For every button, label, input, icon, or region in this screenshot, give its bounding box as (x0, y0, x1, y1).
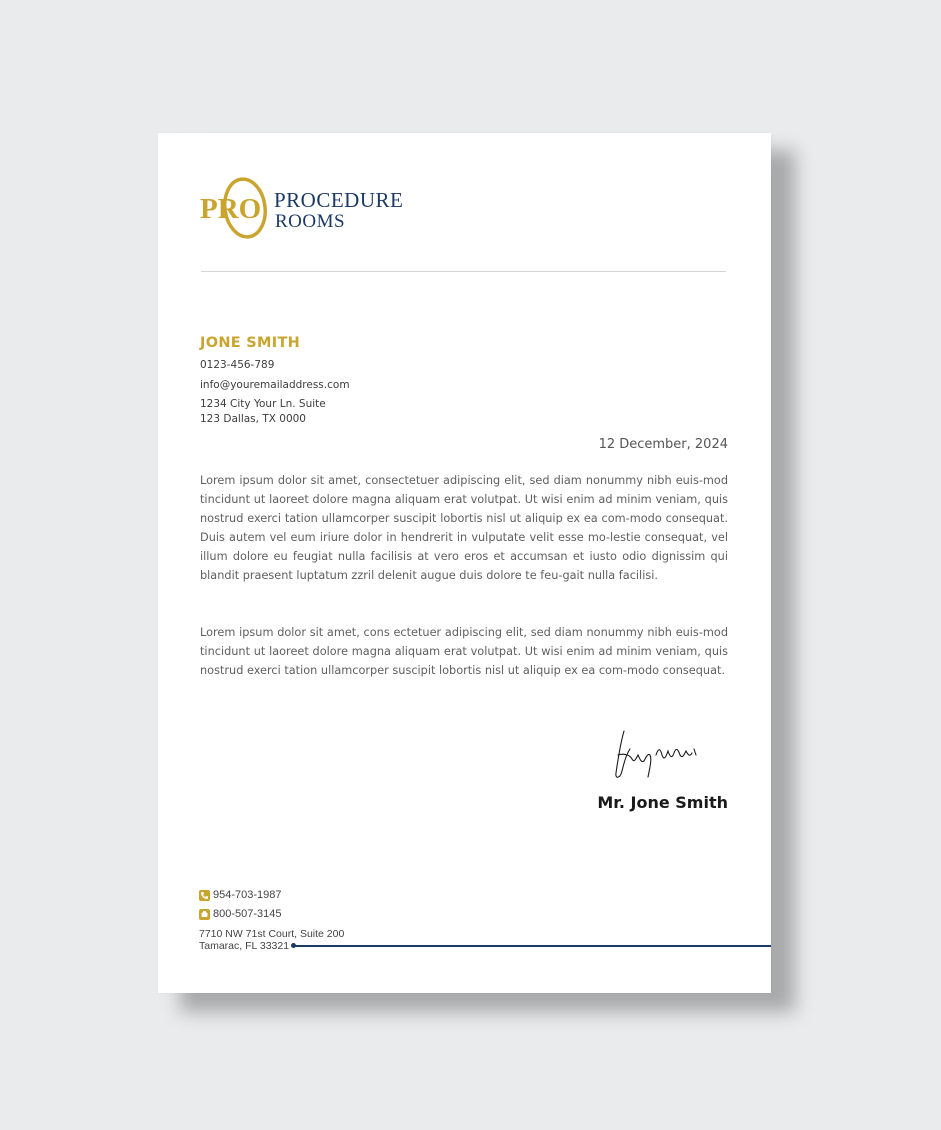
header-divider (201, 271, 726, 272)
sender-email: info@youremailaddress.com (200, 379, 350, 391)
letter-date: 12 December, 2024 (598, 437, 728, 452)
footer-phone-row (199, 889, 282, 901)
letterhead-page (158, 133, 771, 993)
company-logo (198, 177, 413, 241)
footer-fax-row (199, 908, 282, 920)
sender-address-line1: 1234 City Your Ln. Suite (200, 398, 326, 410)
handwritten-signature (610, 725, 705, 785)
sender-address-line2: 123 Dallas, TX 0000 (200, 413, 306, 425)
sender-phone: 0123-456-789 (200, 359, 275, 371)
body-paragraph-2: Lorem ipsum dolor sit amet, cons ectetuer adipiscing elit, sed diam nonummy nibh euis-mod tincidunt ut laoreet dolore magna aliquam erat volutpat. Ut wisi enim ad minim veniam, quis nostrud exerci tation ullamcorper suscipit lobortis nisl ut aliquip ex ea com-modo consequat. (200, 626, 728, 677)
body-paragraph-1: Lorem ipsum dolor sit amet, consectetuer adipiscing elit, sed diam nonummy nibh euis-mod tincidunt ut laoreet dolore magna aliquam erat volutpat. Ut wisi enim ad minim veniam, quis nostrud exerci tation ullamcorper suscipit lobortis nisl ut aliquip ex ea com-modo consequat. Duis autem vel eum iriure dolor in hendrerit in vulputate velit esse mo-lestie consequat, vel illum dolore eu feugiat nulla facilisis at vero eros et accumsan et iusto odio dignissim qui blandit praesent luptatum zzril delenit augue duis dolore te feu-gait nulla facilisi. (200, 474, 728, 582)
sender-name: JONE SMITH (200, 335, 301, 351)
footer-phone2: 800-507-3145 (213, 908, 282, 920)
logo-mark: PRO (200, 193, 262, 225)
footer-phone1: 954-703-1987 (213, 889, 282, 901)
footer-rule (294, 945, 771, 947)
signer-name: Mr. Jone Smith (597, 793, 728, 812)
fax-icon (199, 909, 210, 920)
footer-address-line1: 7710 NW 71st Court, Suite 200 (199, 928, 345, 940)
logo-line2: ROOMS (275, 211, 346, 232)
phone-icon (199, 890, 210, 901)
logo-line1: PROCEDURE (274, 188, 404, 212)
footer-address-line2: Tamarac, FL 33321 (199, 940, 290, 952)
